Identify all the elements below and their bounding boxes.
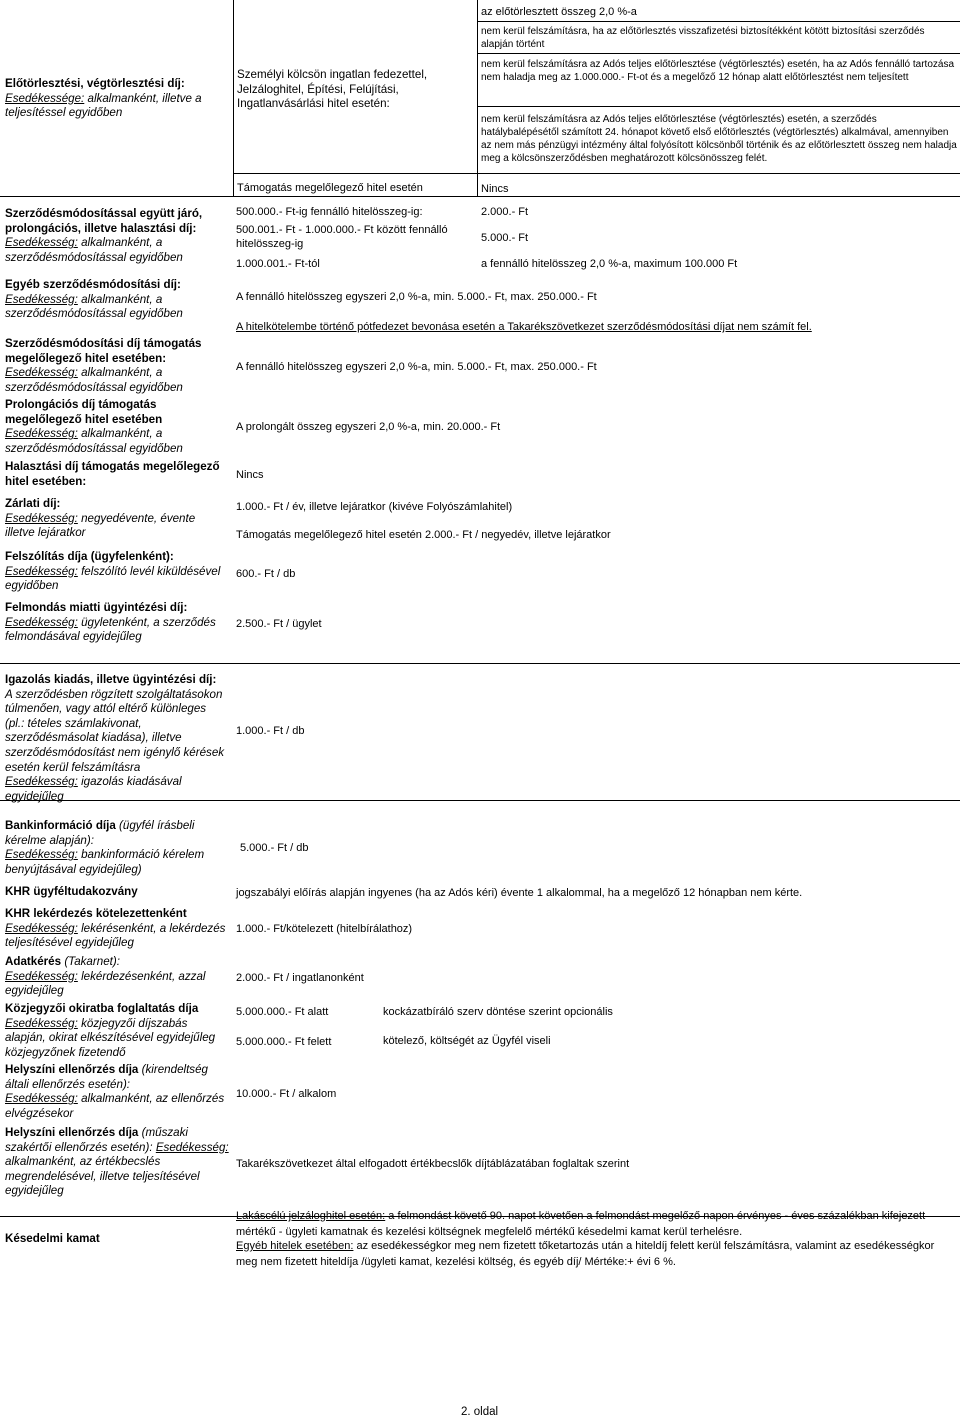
fee-range: 500.000.- Ft-ig fennálló hitelösszeg-ig: — [236, 206, 423, 218]
certificate-fee-label — [5, 673, 227, 804]
prolongation-fee-value: A prolongált összeg egyszeri 2,0 %-a, min. 20.000.- Ft — [236, 421, 501, 433]
support-mod-fee-value: A fennálló hitelösszeg egyszeri 2,0 %-a, min. 5.000.- Ft, max. 250.000.- Ft — [236, 361, 597, 373]
support-loan-label: Támogatás megelőlegező hitel esetén — [237, 182, 423, 194]
row-divider — [477, 106, 960, 107]
khr-inquiry-label — [5, 885, 227, 900]
contract-mod-fee-label — [5, 207, 227, 265]
collateral-note: A hitelkötelembe történő pótfedezet bevonása esetén a Takarékszövetkezet szerződésmódosítási díjat nem számít fel. — [236, 321, 812, 333]
label-title: Igazolás kiadás, illetve ügyintézési díj: — [5, 673, 217, 686]
bank-info-fee-label — [5, 819, 227, 877]
row-divider — [0, 663, 960, 664]
label-note: (Takarnet): — [64, 955, 120, 968]
label-title: KHR ügyféltudakozvány — [5, 885, 138, 898]
col-divider-1 — [233, 0, 234, 196]
khr-query-value: 1.000.- Ft/kötelezett (hitelbírálathoz) — [236, 923, 413, 935]
due-prefix: Esedékesség: — [5, 292, 78, 306]
fee-amount: 2.000.- Ft — [481, 206, 529, 218]
due-prefix: Esedékesség: — [5, 969, 78, 983]
due-prefix: Esedékesség: — [155, 1140, 229, 1154]
due-text: közjegyzői díjszabás alapján, okirat elkészítésével egyidejűleg közjegyzőnek fizetendő — [5, 1016, 216, 1059]
due-text: ügyletenként, a szerződés felmondásával egyidejűleg — [5, 615, 216, 644]
notary-threshold-below: 5.000.000.- Ft alatt — [236, 1006, 329, 1018]
other-mod-fee-label — [5, 278, 227, 322]
row-divider — [233, 173, 960, 174]
due-prefix: Esedékesség: — [5, 1016, 78, 1030]
label-title: Előtörlesztési, végtörlesztési díj: — [5, 77, 185, 90]
late-interest-other — [236, 1239, 956, 1270]
fee-amount: 5.000.- Ft — [481, 232, 529, 244]
prepayment-fee-label — [5, 77, 227, 121]
housing-loan-text: a felmondást követő 90. napot követően a felmondást megelőző napon érvényes - éves százalékban kifejezett mértékű - ügyleti kamatnak és kezelési költségnek megfelelő mértékű késedelmi kamat kerül terhelésre. — [236, 1210, 926, 1238]
label-note: (kirendeltség általi ellenőrzés esetén): — [5, 1063, 209, 1091]
due-prefix: Esedékesség: — [5, 427, 78, 441]
due-prefix: Esedékesség: — [5, 615, 78, 629]
due-prefix: Esedékesség: — [5, 921, 78, 935]
housing-loan-prefix: Lakáscélú jelzáloghitel esetén: — [236, 1210, 386, 1222]
label-note: (ügyfél írásbeli kérelme alapján): — [5, 819, 195, 847]
label-title: Felmondás miatti ügyintézési díj: — [5, 601, 188, 614]
due-text: alkalmanként, a szerződésmódosítással egyidőben — [5, 366, 183, 394]
other-loan-text: az esedékességkor meg nem fizetett tőketartozás után a hiteldíj felett kerül felszámításra, valamint az esedékességkor meg nem fizetett hiteldíja /ügyleti kamat, kezelési költség, és egyéb díj/ Mértéke:+ évi 6 %. — [236, 1240, 935, 1268]
row-divider — [0, 196, 960, 197]
label-title: Prolongációs díj támogatás megelőlegező hitel esetében — [5, 398, 163, 426]
notary-threshold-above: 5.000.000.- Ft felett — [236, 1036, 332, 1048]
reminder-fee-value: 600.- Ft / db — [236, 568, 296, 580]
label-title: Szerződésmódosítással együtt járó, prolongációs, illetve halasztási díj: — [5, 207, 203, 235]
label-title: Zárlati díj: — [5, 497, 61, 510]
due-prefix: Esedékesség: — [5, 236, 78, 250]
prepayment-rule-2: nem kerül felszámításra, ha az előtörlesztés visszafizetési biztosítékként kötött biztosítási szerződés alapján történt — [481, 26, 925, 50]
prepayment-rule-3: nem kerül felszámításra az Adós teljes előtörlesztése (végtörlesztés) esetén, ha az Adós fennálló tartozása nem haladja meg az 1.000.000.- Ft-ot és a megelőző 12 hónap alatt előtörlesztést nem teljesített — [481, 59, 955, 83]
row-divider — [477, 21, 960, 22]
due-text: alkalmanként, illetve a teljesítéssel egyidőben — [5, 91, 202, 120]
col-divider-2 — [477, 0, 478, 196]
expert-inspection-fee-label — [5, 1126, 231, 1199]
fee-amount: a fennálló hitelösszeg 2,0 %-a, maximum 100.000 Ft — [481, 258, 738, 270]
label-title: Felszólítás díja (ügyfelenként): — [5, 550, 174, 563]
khr-query-label — [5, 907, 227, 951]
termination-fee-value: 2.500.- Ft / ügylet — [236, 618, 322, 630]
label-title: Adatkérés — [5, 955, 62, 968]
deferral-fee-value: Nincs — [236, 469, 264, 481]
khr-inquiry-value: jogszabályi előírás alapján ingyenes (ha az Adós kéri) évente 1 alkalommal, ha a megelőző 12 hónapban nem kérte. — [236, 887, 803, 899]
prepayment-rule-4: nem kerül felszámításra az Adós teljes előtörlesztése (végtörlesztés) esetén, a szerződés hatálybalépésétől számított 24. hónapot követő első előtörlesztés (végtörlesztés) alkalmával, amennyiben az nem más pénzügyi intézmény által folyósított kölcsönből történik és az előtörlesztett összeg nem haladja meg a kölcsönszerződésben meghatározott kölcsönösszeg felét. — [481, 114, 957, 164]
label-note: (műszaki szakértői ellenőrzés esetén): — [5, 1126, 189, 1154]
due-prefix: Esedékesség: — [5, 564, 78, 578]
due-text: negyedévente, évente illetve lejáratkor — [5, 511, 196, 540]
label-title: Bankinformáció díja — [5, 819, 116, 832]
prepayment-rule-1: az előtörlesztett összeg 2,0 %-a — [481, 6, 637, 18]
fee-range: 500.001.- Ft - 1.000.000.- Ft között fennálló hitelösszeg-ig — [236, 224, 448, 250]
due-text: alkalmanként, a szerződésmódosítással egyidőben — [5, 292, 183, 321]
due-text: alkalmanként, az értékbecslés megrendelésével, illetve teljesítésével egyidejűleg — [5, 1155, 200, 1198]
due-text: lekérdezésenként, azzal egyidejűleg — [5, 969, 206, 998]
label-title: Késedelmi kamat — [5, 1232, 100, 1245]
closing-fee-support: Támogatás megelőlegező hitel esetén 2.000.- Ft / negyedév, illetve lejáratkor — [236, 529, 611, 541]
closing-fee-label — [5, 497, 227, 541]
notary-rule-below: kockázatbíráló szerv döntése szerint opcionális — [383, 1006, 613, 1018]
late-interest-housing — [236, 1209, 956, 1240]
data-request-value: 2.000.- Ft / ingatlanonként — [236, 972, 364, 984]
prolongation-fee-label — [5, 398, 227, 456]
due-prefix: Esedékesség: — [5, 775, 78, 789]
label-title: Helyszíni ellenőrzés díja — [5, 1126, 139, 1139]
due-prefix: Esedékessége: — [5, 91, 85, 105]
notary-rule-above: kötelező, költségét az Ügyfél viseli — [383, 1035, 551, 1047]
closing-fee-value: 1.000.- Ft / év, illetve lejáratkor (kivéve Folyószámlahitel) — [236, 501, 513, 513]
due-text: alkalmanként, a szerződésmódosítással egyidőben — [5, 236, 183, 264]
due-prefix: Esedékesség: — [5, 848, 78, 862]
page-number: 2. oldal — [461, 1406, 499, 1418]
due-text: alkalmanként, a szerződésmódosítással egyidőben — [5, 427, 183, 455]
label-title: KHR lekérdezés kötelezettenként — [5, 907, 187, 920]
site-inspection-fee-label — [5, 1063, 227, 1121]
row-divider — [477, 53, 960, 54]
certificate-desc: A szerződésben rögzített szolgáltatásokon túlmenően, vagy attól eltérő különleges (pl.: tételes számlakivonat, szerződésmásolat kiadása), illetve szerződésmódosítást nem igénylő kérések esetén kerül felszámításra — [5, 687, 225, 774]
termination-fee-label — [5, 601, 227, 645]
data-request-label — [5, 955, 227, 999]
late-interest-label — [5, 1232, 227, 1247]
due-text: alkalmanként, az ellenőrzés elvégzésekor — [5, 1092, 225, 1120]
label-title: Közjegyzői okiratba foglaltatás díja — [5, 1002, 199, 1015]
expert-inspection-fee-value: Takarékszövetkezet által elfogadott értékbecslők díjtáblázatában foglaltak szerint — [236, 1158, 630, 1170]
due-text: bankinformáció kérelem benyújtásával egyidejűleg) — [5, 848, 205, 876]
label-title: Halasztási díj támogatás megelőlegező hitel esetében: — [5, 460, 220, 488]
other-loan-prefix: Egyéb hitelek esetében: — [236, 1240, 354, 1252]
certificate-fee-value: 1.000.- Ft / db — [236, 725, 305, 737]
support-mod-fee-label — [5, 337, 227, 395]
due-prefix: Esedékesség: — [5, 366, 78, 380]
loan-type-label: Személyi kölcsön ingatlan fedezettel, Jelzáloghitel, Építési, Felújítási, Ingatlanvásárlási hitel esetén: — [237, 68, 428, 111]
site-inspection-fee-value: 10.000.- Ft / alkalom — [236, 1088, 337, 1100]
fee-range: 1.000.001.- Ft-tól — [236, 258, 320, 270]
due-text: felszólító levél kiküldésével egyidőben — [5, 564, 221, 593]
support-loan-value: Nincs — [481, 183, 509, 195]
reminder-fee-label — [5, 550, 227, 594]
due-text: igazolás kiadásával egyidejűleg — [5, 775, 182, 803]
due-text: lekérésenként, a lekérdezés teljesítésével egyidejűleg — [5, 921, 226, 950]
other-mod-fee-value: A fennálló hitelösszeg egyszeri 2,0 %-a, min. 5.000.- Ft, max. 250.000.- Ft — [236, 291, 597, 303]
label-title: Egyéb szerződésmódosítási díj: — [5, 278, 181, 291]
due-prefix: Esedékesség: — [5, 511, 78, 525]
deferral-fee-label — [5, 460, 227, 489]
label-title: Szerződésmódosítási díj támogatás megelőlegező hitel esetében: — [5, 337, 202, 365]
notary-fee-label — [5, 1002, 231, 1060]
label-title: Helyszíni ellenőrzés díja — [5, 1063, 139, 1076]
due-prefix: Esedékesség: — [5, 1092, 78, 1106]
bank-info-fee-value: 5.000.- Ft / db — [240, 842, 309, 854]
